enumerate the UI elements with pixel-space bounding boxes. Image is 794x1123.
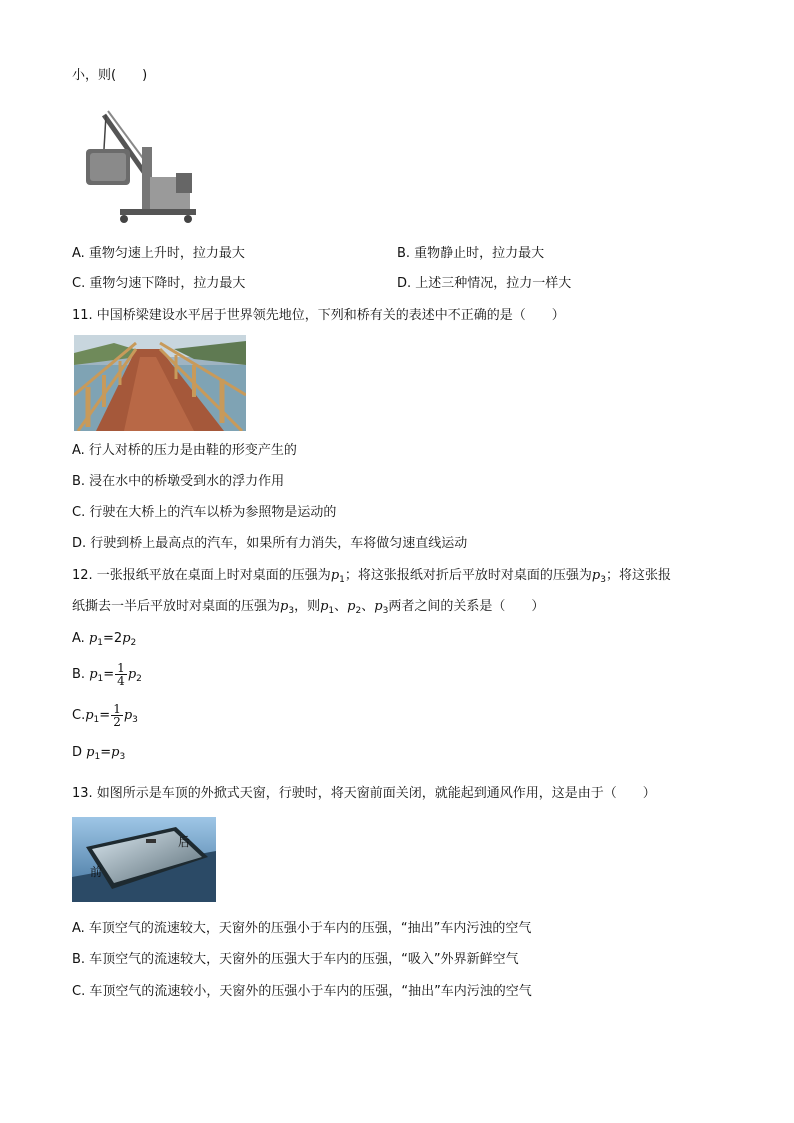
q12-option-d: D $p_1=p_3$ <box>72 745 126 762</box>
q10-option-d: D. 上述三种情况，拉力一样大 <box>397 276 572 291</box>
q13-stem: 13. 如图所示是车顶的外掀式天窗，行驶时，将天窗前面关闭，就能起到通风作用，这是由于（ ） <box>72 786 656 801</box>
fraction-one-half: $\frac{1}{2}$ <box>113 702 121 729</box>
label-back: 后 <box>178 835 191 849</box>
sunroof-figure <box>72 817 216 902</box>
q10-option-a: A. 重物匀速上升时，拉力最大 <box>72 246 245 261</box>
q11-option-a: A. 行人对桥的压力是由鞋的形变产生的 <box>72 443 297 458</box>
bridge-photo <box>74 335 246 431</box>
q10-option-c: C. 重物匀速下降时，拉力最大 <box>72 276 246 291</box>
label-front: 前 <box>90 865 103 879</box>
q12-line-2: 纸撕去一半后平放时对桌面的压强为$p_3$，则$p_1$、$p_2$、$p_3$两者之间的关系是（ ） <box>72 599 545 616</box>
q10-stem-tail: 小，则( ) <box>72 68 148 83</box>
q13-option-a: A. 车顶空气的流速较大，天窗外的压强小于车内的压强，“抽出”车内污浊的空气 <box>72 921 532 936</box>
q12-option-a: A. $p_1=2p_2$ <box>72 631 137 648</box>
q12-option-b: B. $p_1=$ $\frac{1}{4}$ $p_2$ <box>72 661 142 688</box>
q11-option-b: B. 浸在水中的桥墩受到水的浮力作用 <box>72 474 285 489</box>
q12-option-c: $C.p_1=$ $\frac{1}{2}$ $p_3$ <box>72 702 138 729</box>
fraction-one-quarter: $\frac{1}{4}$ <box>117 661 125 688</box>
q13-option-c: C. 车顶空气的流速较小，天窗外的压强小于车内的压强，“抽出”车内污浊的空气 <box>72 984 532 999</box>
crane-figure <box>84 107 198 225</box>
q13-option-b: B. 车顶空气的流速较大，天窗外的压强大于车内的压强，“吸入”外界新鲜空气 <box>72 952 519 967</box>
q11-option-d: D. 行驶到桥上最高点的汽车，如果所有力消失，车将做匀速直线运动 <box>72 536 468 551</box>
q11-stem: 11. 中国桥梁建设水平居于世界领先地位，下列和桥有关的表述中不正确的是（ ） <box>72 308 565 323</box>
q12-line-1: 12. 一张报纸平放在桌面上时对桌面的压强为$p_1$；将这张报纸对折后平放时对桌面的压强为$p_3$；将这张报 <box>72 568 671 585</box>
q11-option-c: C. 行驶在大桥上的汽车以桥为参照物是运动的 <box>72 505 337 520</box>
q10-option-b: B. 重物静止时，拉力最大 <box>397 246 545 261</box>
